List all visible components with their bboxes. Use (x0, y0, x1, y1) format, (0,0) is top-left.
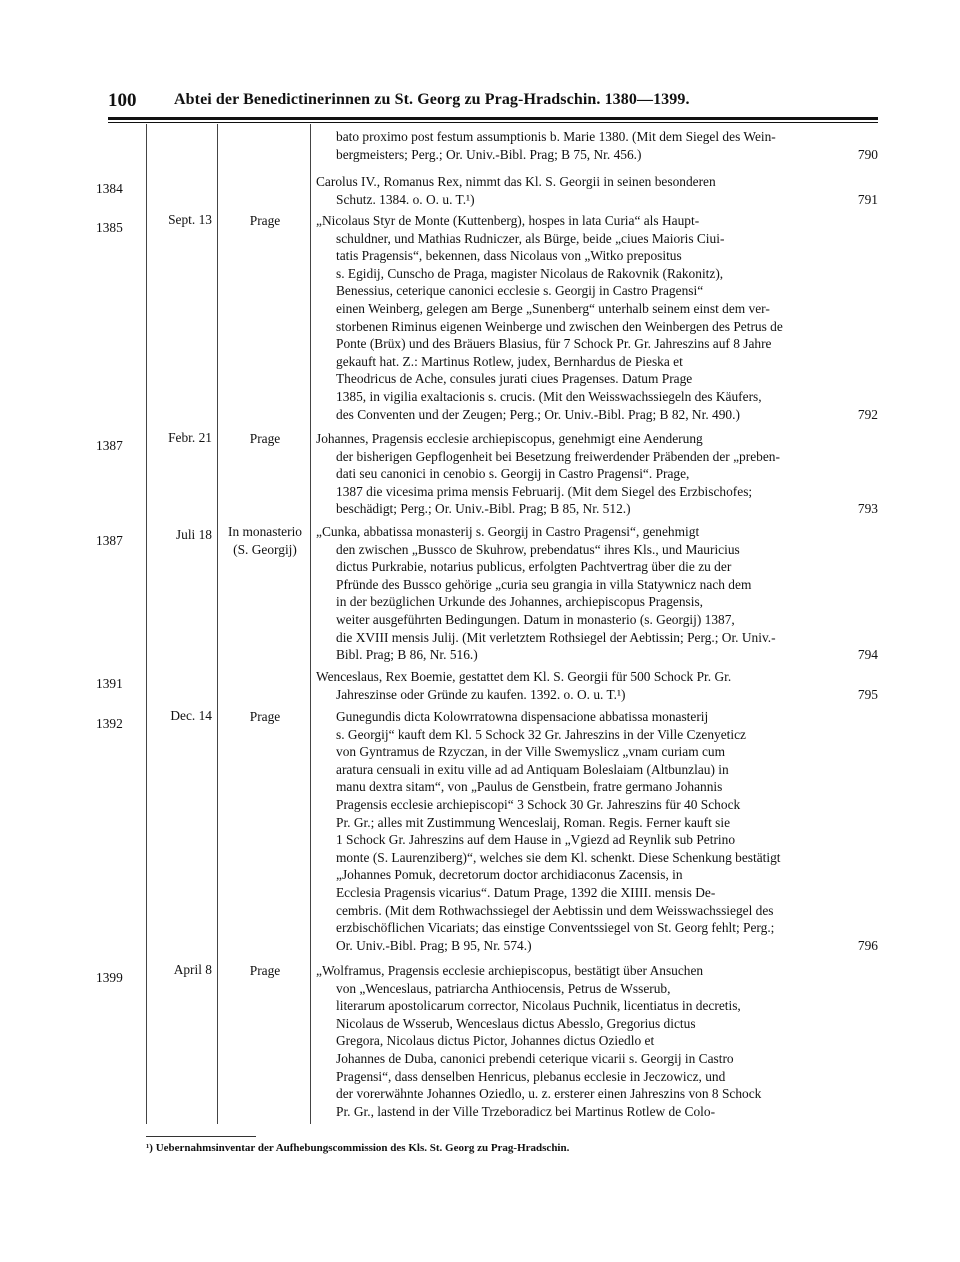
entry-number: 795 (857, 686, 878, 702)
entry-line-text: Bibl. Prag; B 86, Nr. 516.) (336, 647, 478, 663)
header-rule-thin (108, 122, 878, 123)
running-title: Abtei der Benedictinerinnen zu St. Georg zu Prag-Hradschin. 1380—1399. (174, 91, 690, 108)
entry-line: 1387 die vicesima prima mensis Februarij. (Mit dem Siegel des Erzbischofes; (336, 483, 753, 499)
entry-line: der vorerwähnte Johannes Oziedlo, u. z. ersterer einen Jahreszins von 8 Schock (336, 1086, 762, 1102)
entry-line: cembris. (Mit dem Rothwachssiegel der Aebtissin und dem Weisswachssiegel des (336, 902, 774, 918)
entry-line: Benessius, ceterique canonici ecclesie s. Georgij in Castro Pragensi“ (336, 283, 704, 299)
entry-number: 791 (857, 191, 878, 207)
column-divider-date (217, 124, 218, 1124)
entry-line (316, 937, 878, 955)
entry-line: literarum apostolicarum corrector, Nicolaus Puchnik, licentiatus in decretis, (336, 998, 741, 1014)
entry-line: einen Weinberg, gelegen am Berge „Sunenberg“ unterhalb seinem einst dem ver- (336, 300, 770, 316)
entry-line: Wenceslaus, Rex Boemie, gestattet dem Kl. S. Georgii für 500 Schock Pr. Gr. (316, 669, 732, 684)
entry-year: 1384 (96, 181, 123, 196)
entry-line-text: bergmeisters; Perg.; Or. Univ.-Bibl. Prag; B 75, Nr. 456.) (336, 146, 642, 162)
entry-line: Gunegundis dicta Kolowrratowna dispensacione abbatissa monasterij (336, 709, 709, 724)
entry-line (316, 500, 878, 518)
page-number: 100 (108, 90, 137, 111)
entry-line: erzbischöflichen Vicariats; das einstige Conventssiegel von St. Georg fehlt; Perg.; (336, 920, 775, 936)
footnote-rule (146, 1136, 256, 1137)
entry-line: Pragensis ecclesie archiepiscopi“ 3 Schock 30 Gr. Jahreszins für 40 Schock (336, 796, 741, 812)
entry-number: 790 (857, 146, 878, 162)
entry-line-text: beschädigt; Perg.; Or. Univ.-Bibl. Prag; B 85, Nr. 512.) (336, 501, 631, 517)
entry-line: dati seu canonici in cenobio s. Georgij in Castro Pragensi“. Prage, (336, 466, 690, 482)
entry-line: der bisherigen Gepflogenheit bei Besetzung freiwerdender Präbenden der „preben- (336, 448, 780, 464)
entry-line: s. Egidij, Cunscho de Praga, magister Nicolaus de Rakovnik (Rakonitz), (336, 265, 724, 281)
entry-line: 1 Schock Gr. Jahreszins auf dem Hause in „Vgiezd ad Reynlik sub Petrino (336, 832, 736, 848)
entry-line (316, 646, 878, 664)
entry-line (316, 146, 878, 164)
entry-line: Carolus IV., Romanus Rex, nimmt das Kl. S. Georgii in seinen besonderen (316, 174, 716, 189)
entry-place: Prage (249, 213, 281, 228)
entry-number: 796 (857, 937, 878, 953)
entry-line: Pragensi“, dass denselben Henricus, plebanus ecclesie in Jeczowicz, und (336, 1068, 726, 1084)
entry-year: 1399 (96, 970, 123, 985)
entry-text (316, 128, 878, 163)
entry-line: Theodricus de Ache, consules jurati ciues Pragenses. Datum Prage (336, 371, 693, 387)
entry-date: April 8 (173, 962, 212, 977)
entry-line: „Wolframus, Pragensis ecclesie archiepiscopus, bestätigt über Ansuchen (316, 963, 704, 978)
entry-date: Febr. 21 (168, 430, 212, 445)
entry-place: In monasterio (S. Georgij) (227, 524, 302, 557)
entry-year: 1387 (96, 438, 123, 453)
entry-line-text: Jahreszinse oder Gründe zu kaufen. 1392. o. O. u. T.¹) (336, 686, 626, 702)
entry-line (316, 686, 878, 704)
entry-line: den zwischen „Bussco de Skuhrow, prebendatus“ ihres Kls., und Mauricius (336, 541, 740, 557)
entry-text (316, 708, 878, 954)
entry-line: Gregora, Nicolaus dictus Pictor, Johannes dictus Oziedlo et (336, 1033, 655, 1049)
column-divider-place (310, 124, 311, 1124)
entry-line: gekauft hat. Z.: Martinus Rotlew, judex, Bernhardus de Pieska et (336, 353, 683, 369)
entry-text (316, 173, 878, 208)
entry-line: storbenen Riminus eigenen Weinberge und zwischen den Weinbergen des Petrus de (336, 318, 783, 334)
column-divider-year (146, 124, 147, 1124)
entry-text (316, 668, 878, 703)
entry-place: Prage (249, 431, 281, 446)
entry-line: s. Georgij“ kauft dem Kl. 5 Schock 32 Gr. Jahreszins in der Ville Czenyeticz (336, 726, 746, 742)
entry-line: dictus Purkrabie, notarius publicus, erfolgten Pachtvertrag über die zu der (336, 559, 732, 575)
entry-line: 1385, in vigilia exaltacionis s. crucis. (Mit den Weisswachssiegeln des Käufers, (336, 388, 762, 404)
entry-date: Sept. 13 (168, 212, 212, 227)
entry-year: 1391 (96, 676, 123, 691)
entry-line-text: des Conventen und der Zeugen; Perg.; Or. Univ.-Bibl. Prag; B 82, Nr. 490.) (336, 406, 740, 422)
footnote: ¹) Uebernahmsinventar der Aufhebungscommission des Kls. St. Georg zu Prag-Hradschin. (146, 1142, 570, 1154)
entry-line: von „Wenceslaus, patriarcha Anthiocensis, Petrus de Wsserub, (336, 980, 671, 996)
entry-line: von Gyntramus de Rzyczan, in der Ville Swemyslicz „vnam curiam cum (336, 744, 726, 760)
entry-number: 793 (857, 501, 878, 517)
entry-number: 792 (857, 406, 878, 422)
entry-line: monte (S. Laurenziberg)“, welches sie dem Kl. schenkt. Diese Schenkung bestätigt (336, 849, 781, 865)
entry-date: Dec. 14 (170, 708, 212, 723)
entry-line: Ponte (Brüx) und des Bräuers Blasius, für 7 Schock Pr. Gr. Jahreszins auf 8 Jahre (336, 336, 772, 352)
entry-line: Ecclesia Pragensis vicarius“. Datum Prage, 1392 die XIIII. mensis De- (336, 884, 716, 900)
entry-place: Prage (249, 709, 281, 724)
entry-text (316, 523, 878, 664)
entry-line: Johannes, Pragensis ecclesie archiepiscopus, genehmigt eine Aenderung (316, 431, 703, 446)
entry-line (316, 406, 878, 424)
entry-year: 1385 (96, 220, 123, 235)
entry-line-text: Or. Univ.-Bibl. Prag; B 95, Nr. 574.) (336, 937, 532, 953)
entry-line: schuldner, und Mathias Rudniczer, als Bürge, beide „ciues Maioris Ciui- (336, 230, 725, 246)
entry-line: „Johannes Pomuk, decretorum doctor archidiaconus Zacensis, in (336, 867, 683, 883)
entry-year: 1387 (96, 533, 123, 548)
entry-text (316, 962, 878, 1120)
entry-line: Pfründe des Bussco gehörige „curia seu grangia in villa Statywnicz nach dem (336, 576, 752, 592)
entry-line: aratura censuali in exitu ville ad ad Antiquam Boleslaiam (Altbunzlau) in (336, 761, 729, 777)
entry-line: „Cunka, abbatissa monasterij s. Georgij in Castro Pragensi“, genehmigt (316, 524, 700, 539)
entry-line: Pr. Gr.; alles mit Zustimmung Wenceslaij, Roman. Regis. Ferner kauft sie (336, 814, 731, 830)
header-rule-thick (108, 117, 878, 120)
entry-line: Nicolaus de Wsserub, Wenceslaus dictus Abesslo, Gregorius dictus (336, 1015, 696, 1031)
entry-text (316, 212, 878, 423)
entry-line: Johannes de Duba, canonici prebendi ceterique vicarii s. Georgij in Castro (336, 1050, 734, 1066)
entry-line: weiter ausgeführten Bedingungen. Datum in monasterio (s. Georgij) 1387, (336, 611, 735, 627)
entry-date: Juli 18 (175, 527, 212, 542)
entry-year: 1392 (96, 716, 123, 731)
page-header (108, 88, 798, 118)
entry-line: manu dextra sitam“, von „Paulus de Genstbein, fratre germano Johannis (336, 779, 723, 795)
entry-place: Prage (249, 963, 281, 978)
entry-line: „Nicolaus Styr de Monte (Kuttenberg), hospes in lata Curia“ als Haupt- (316, 213, 700, 228)
entry-number: 794 (857, 647, 878, 663)
entry-line (316, 191, 878, 209)
entry-line: Pr. Gr., lastend in der Ville Trzeboradicz bei Martinus Rotlew de Colo- (336, 1103, 716, 1119)
entry-text (316, 430, 878, 518)
entry-line: in der bezüglichen Urkunde des Johannes, archiepiscopus Pragensis, (336, 594, 704, 610)
entry-line: die XVIII mensis Julij. (Mit verletztem Rothsiegel der Aebtissin; Perg.; Or. Univ.- (336, 629, 776, 645)
entry-line: bato proximo post festum assumptionis b. Marie 1380. (Mit dem Siegel des Wein- (336, 129, 776, 144)
entry-line-text: Schutz. 1384. o. O. u. T.¹) (336, 191, 475, 207)
entry-line: tatis Pragensis“, bekennen, dass Nicolaus von „Witko prepositus (336, 248, 682, 264)
